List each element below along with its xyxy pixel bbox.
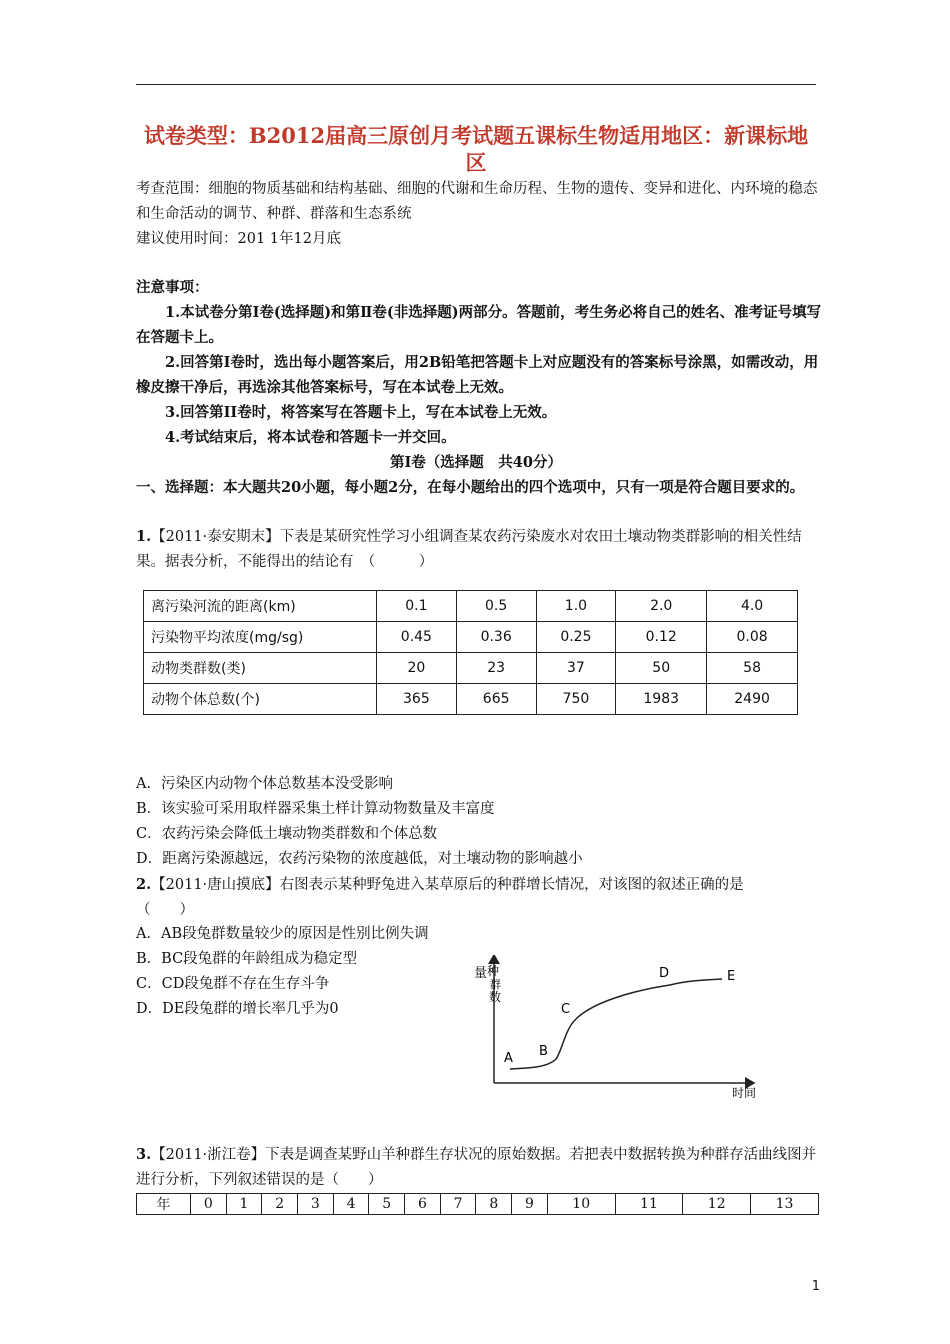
- question-text: 【2011·浙江卷】下表是调查某野山羊种群生存状况的原始数据。若把表中数据转换为种群存活曲线图并进行分析，下列叙述错误的是（ ）: [136, 1147, 817, 1188]
- table-cell: 12: [683, 1194, 751, 1215]
- table-cell: 4.0: [707, 591, 798, 622]
- table-cell: 0.45: [377, 622, 457, 653]
- point-label: A: [504, 1051, 513, 1066]
- point-label: D: [659, 966, 670, 981]
- table-row: [144, 591, 798, 622]
- table-cell: 0.08: [707, 622, 798, 653]
- table-row: [144, 622, 798, 653]
- table-row: [144, 653, 798, 684]
- x-axis-label: 时间: [732, 1086, 757, 1100]
- option: A．AB段兔群数量较少的原因是性别比例失调: [136, 926, 429, 942]
- table-row: [144, 684, 798, 715]
- option: B．BC段兔群的年龄组成为稳定型: [136, 951, 358, 967]
- question-number: 1.: [136, 528, 152, 545]
- point-label: E: [727, 969, 736, 984]
- question-3-stem: [136, 1142, 826, 1193]
- table-cell: 0.1: [377, 591, 457, 622]
- table-cell: 6: [405, 1194, 441, 1215]
- notice-item: 3.回答第II卷时，将答案写在答题卡上，写在本试卷上无效。: [165, 404, 557, 421]
- option: C．CD段兔群不存在生存斗争: [136, 976, 330, 992]
- table-cell: 1983: [616, 684, 707, 715]
- option: D．距离污染源越远，农药污染物的浓度越低，对土壤动物的影响越小: [136, 851, 583, 867]
- paper-title: 试卷类型：B2012届高三原创月考试题五课标生物适用地区：新课标地区: [143, 123, 809, 175]
- table-cell: 0.36: [456, 622, 536, 653]
- point-label: B: [539, 1044, 548, 1059]
- option: B．该实验可采用取样器采集土样计算动物数量及丰富度: [136, 801, 495, 817]
- section-title: 第Ⅰ卷（选择题 共40分）: [390, 454, 562, 471]
- table-cell: 20: [377, 653, 457, 684]
- top-rule: [136, 84, 816, 85]
- table-cell: 0.5: [456, 591, 536, 622]
- table-cell: 2: [262, 1194, 298, 1215]
- table-cell: 10: [547, 1194, 615, 1215]
- row-label: 离污染河流的距离(km): [144, 591, 377, 622]
- exam-scope: 考查范围：细胞的物质基础和结构基础、细胞的代谢和生命历程、生物的遗传、变异和进化、内环境的稳态和生命活动的调节、种群、群落和生态系统: [136, 181, 818, 222]
- table-cell: 665: [456, 684, 536, 715]
- option: A．污染区内动物个体总数基本没受影响: [136, 776, 393, 792]
- table-cell: 0.12: [616, 622, 707, 653]
- notice-item: 4.考试结束后，将本试卷和答题卡一并交回。: [165, 429, 456, 446]
- y-axis-label: 种: [487, 964, 500, 978]
- row-label: 污染物平均浓度(mg/sg): [144, 622, 377, 653]
- row-label: 动物个体总数(个): [144, 684, 377, 715]
- table-cell: 2490: [707, 684, 798, 715]
- pollution-data-table: [143, 590, 798, 715]
- question-text: 【2011·泰安期末】下表是某研究性学习小组调查某农药污染废水对农田土壤动物类群影响的相关性结果。据表分析，不能得出的结论有 （ ）: [136, 529, 802, 570]
- table-row: [137, 1194, 819, 1215]
- table-cell: 1: [226, 1194, 262, 1215]
- question-text: 【2011·唐山摸底】右图表示某种野兔进入某草原后的种群增长情况，对该图的叙述正确的是 （ ）: [136, 877, 889, 918]
- y-axis-label: 数: [489, 990, 502, 1004]
- question-number: 2.: [136, 876, 152, 893]
- row-label: 动物类群数(类): [144, 653, 377, 684]
- y-axis-label: 量: [474, 966, 488, 981]
- table-cell: 年: [137, 1194, 191, 1215]
- table-cell: 365: [377, 684, 457, 715]
- option: D．DE段兔群的增长率几乎为0: [136, 1001, 339, 1017]
- table-cell: 11: [615, 1194, 683, 1215]
- suggested-time: 建议使用时间：201 1年12月底: [136, 231, 341, 247]
- table-cell: 7: [440, 1194, 476, 1215]
- table-cell: 0: [190, 1194, 226, 1215]
- table-cell: 8: [476, 1194, 512, 1215]
- question-2-stem: [136, 872, 889, 923]
- table-cell: 23: [456, 653, 536, 684]
- question-1-stem: [136, 524, 826, 575]
- notice-heading: 注意事项：: [136, 279, 209, 296]
- table-cell: 9: [512, 1194, 548, 1215]
- population-growth-graph: [470, 955, 770, 1105]
- table-cell: 3: [298, 1194, 334, 1215]
- notice-item: 2.回答第Ⅰ卷时，选出每小题答案后，用2B铅笔把答题卡上对应题没有的答案标号涂黑，如需改动，用橡皮擦干净后，再选涂其他答案标号，写在本试卷上无效。: [136, 354, 819, 396]
- page-number: 1: [811, 1279, 820, 1294]
- table-cell: 4: [333, 1194, 369, 1215]
- question-number: 3.: [136, 1146, 152, 1163]
- y-axis-label: 群: [490, 978, 501, 991]
- section-description: 一、选择题：本大题共20小题，每小题2分，在每小题给出的四个选项中，只有一项是符合题目要求的。: [136, 479, 805, 496]
- option: C．农药污染会降低土壤动物类群数和个体总数: [136, 826, 438, 842]
- table-cell: 1.0: [536, 591, 616, 622]
- survival-data-table: [136, 1193, 819, 1215]
- table-cell: 37: [536, 653, 616, 684]
- table-cell: 0.25: [536, 622, 616, 653]
- table-cell: 50: [616, 653, 707, 684]
- table-cell: 750: [536, 684, 616, 715]
- point-label: C: [561, 1002, 571, 1017]
- table-cell: 5: [369, 1194, 405, 1215]
- table-cell: 2.0: [616, 591, 707, 622]
- table-cell: 58: [707, 653, 798, 684]
- notice-item: 1.本试卷分第Ⅰ卷(选择题)和第Ⅱ卷(非选择题)两部分。答题前，考生务必将自己的姓名、准考证号填写在答题卡上。: [136, 304, 822, 346]
- table-cell: 13: [751, 1194, 819, 1215]
